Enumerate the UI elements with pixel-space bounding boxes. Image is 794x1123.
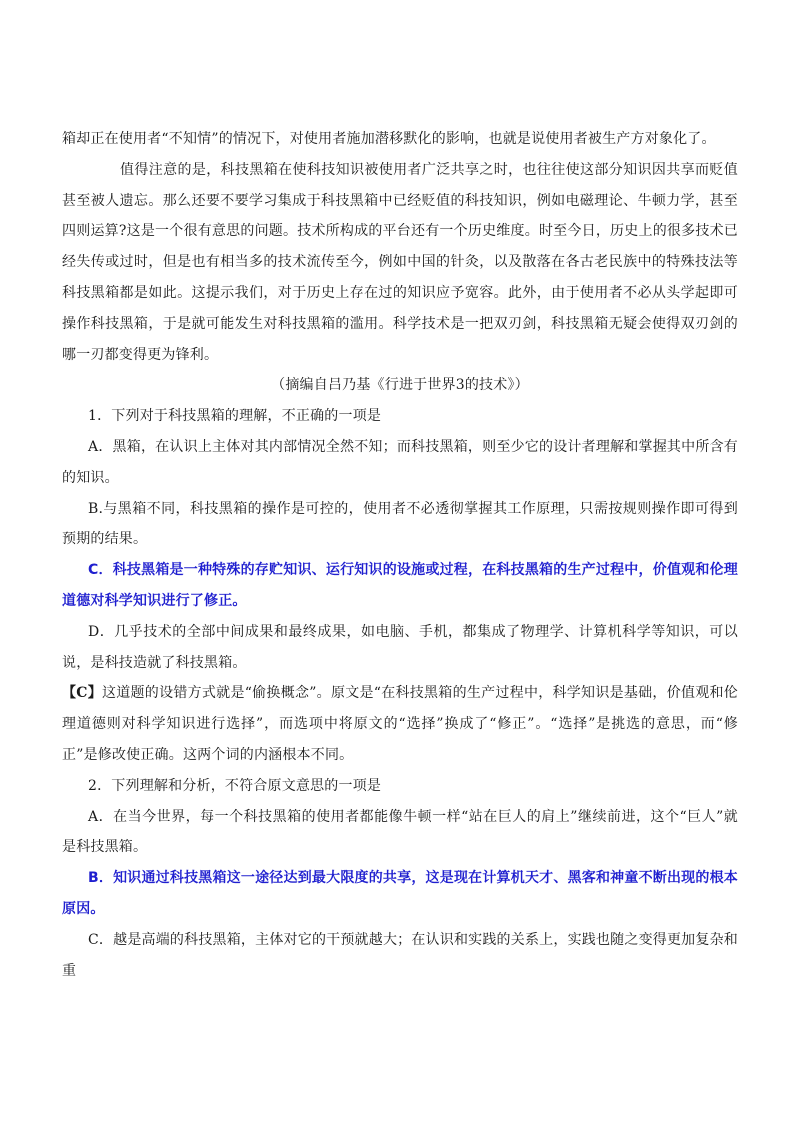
question-1-option-c-answer: C．科技黑箱是一种特殊的存贮知识、运行知识的设施或过程，在科技黑箱的生产过程中，价值观和伦理道德对科学知识进行了修正。 [62,562,738,609]
question-2-option-a: A．在当今世界，每一个科技黑箱的使用者都能像牛顿一样“站在巨人的肩上”继续前进，这个“巨人”就是科技黑箱。 [62,808,738,856]
question-2-option-c: C．越是高端的科技黑箱，主体对它的干预就越大；在认识和实践的关系上，实践也随之变得更加复杂和重 [62,931,738,979]
source-citation: （摘编自吕乃基《行进于世界3的技术》） [271,377,529,394]
paragraph-continuation: 箱却正在使用者“不知情”的情况下，对使用者施加潜移默化的影响，也就是说使用者被生产方对象化了。 [62,131,716,147]
question-1-explanation [62,678,738,770]
answer-tag: 【C】 [62,685,102,702]
question-1-option-b: B.与黑箱不同，科技黑箱的操作是可控的，使用者不必透彻掌握其工作原理，只需按规则操作即可得到预期的结果。 [62,500,738,548]
question-2-option-b-answer: B．知识通过科技黑箱这一途径达到最大限度的共享，这是现在计算机天才、黑客和神童不断出现的根本原因。 [62,870,738,917]
question-2-stem: 2．下列理解和分析，不符合原文意思的一项是 [88,777,382,794]
question-1-option-d: D．几乎技术的全部中间成果和最终成果，如电脑、手机，都集成了物理学、计算机科学等知识，可以说，是科技造就了科技黑箱。 [62,623,738,671]
document-body [62,124,738,986]
explanation-text: 这道题的设错方式就是“偷换概念”。原文是“在科技黑箱的生产过程中，科学知识是基础，价值观和伦理道德则对科学知识进行选择”，而选项中将原文的“选择”换成了“修正”。“选择”是挑选的意思，而“修正”是修改使正确。这两个词的内涵根本不同。 [62,685,738,763]
question-1-stem: 1．下列对于科技黑箱的理解，不正确的一项是 [88,408,382,425]
question-1-option-a: A．黑箱，在认识上主体对其内部情况全然不知；而科技黑箱，则至少它的设计者理解和掌握其中所含有的知识。 [62,438,738,486]
paragraph-body: 值得注意的是，科技黑箱在使科技知识被使用者广泛共享之时，也往往使这部分知识因共享而贬值甚至被人遗忘。那么还要不要学习集成于科技黑箱中已经贬值的科技知识，例如电磁理论、牛顿力学，甚至四则运算?这是一个很有意思的问题。技术所构成的平台还有一个历史维度。时至今日，历史上的很多技术已经失传或过时，但是也有相当多的技术流传至今，例如中国的针灸，以及散落在各古老民族中的特殊技法等科技黑箱都是如此。这提示我们，对于历史上存在过的知识应予宽容。此外，由于使用者不必从头学起即可操作科技黑箱，于是就可能发生对科技黑箱的滥用。科学技术是一把双刃剑，科技黑箱无疑会使得双刃剑的哪一刃都变得更为锋利。 [62,161,738,363]
